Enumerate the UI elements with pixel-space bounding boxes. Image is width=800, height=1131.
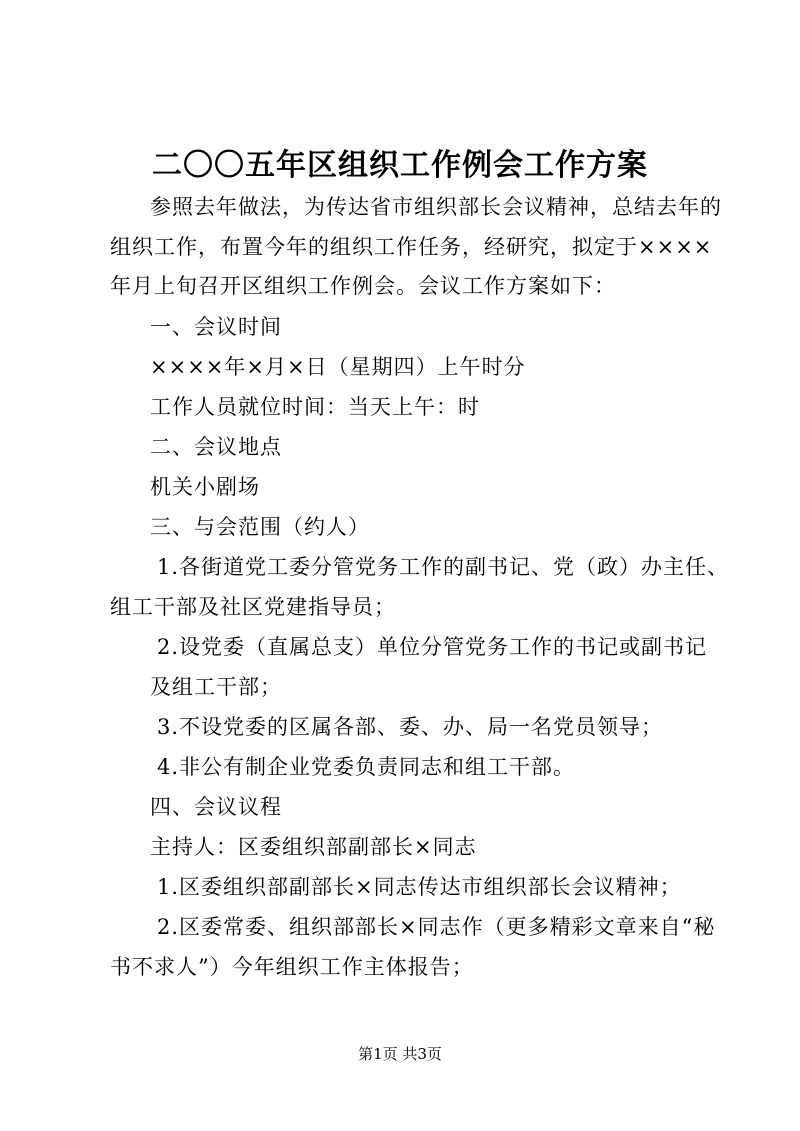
section-heading-attendees: 三、与会范围（约人） (150, 515, 370, 539)
meeting-location-line: 机关小剧场 (150, 475, 260, 499)
attendee-item-2: 2.设党委（直属总支）单位分管党务工作的书记或副书记 (157, 635, 708, 659)
section-heading-time: 一、会议时间 (150, 315, 282, 339)
attendee-item-1-cont: 组工干部及社区党建指导员； (110, 595, 396, 619)
agenda-item-2-cont: 书不求人”）今年组织工作主体报告； (110, 955, 474, 979)
page-footer: 第1页 共3页 (358, 1045, 442, 1063)
paragraph-line-2: 组织工作，布置今年的组织工作任务，经研究，拟定于×××× (110, 235, 713, 259)
agenda-item-2: 2.区委常委、组织部部长×同志作（更多精彩文章来自“秘 (157, 915, 716, 939)
meeting-date-line: ××××年×月×日（星期四）上午时分 (150, 355, 526, 379)
attendee-item-3: 3.不设党委的区属各部、委、办、局一名党员领导； (157, 715, 664, 739)
document-title: 二〇〇五年区组织工作例会工作方案 (152, 148, 648, 183)
paragraph-line-3: 年月上旬召开区组织工作例会。会议工作方案如下： (110, 274, 616, 298)
host-line: 主持人：区委组织部副部长×同志 (150, 835, 477, 859)
attendee-item-2-cont: 及组工干部； (150, 675, 282, 699)
attendee-item-1: 1.各街道党工委分管党务工作的副书记、党（政）办主任、 (157, 555, 730, 579)
section-heading-location: 二、会议地点 (150, 435, 282, 459)
staff-arrival-line: 工作人员就位时间：当天上午：时 (150, 395, 480, 419)
section-heading-agenda: 四、会议议程 (150, 795, 282, 819)
paragraph-line-1: 参照去年做法，为传达省市组织部长会议精神，总结去年的 (150, 195, 722, 219)
attendee-item-4: 4.非公有制企业党委负责同志和组工干部。 (157, 755, 576, 779)
agenda-item-1: 1.区委组织部副部长×同志传达市组织部长会议精神； (157, 875, 682, 899)
